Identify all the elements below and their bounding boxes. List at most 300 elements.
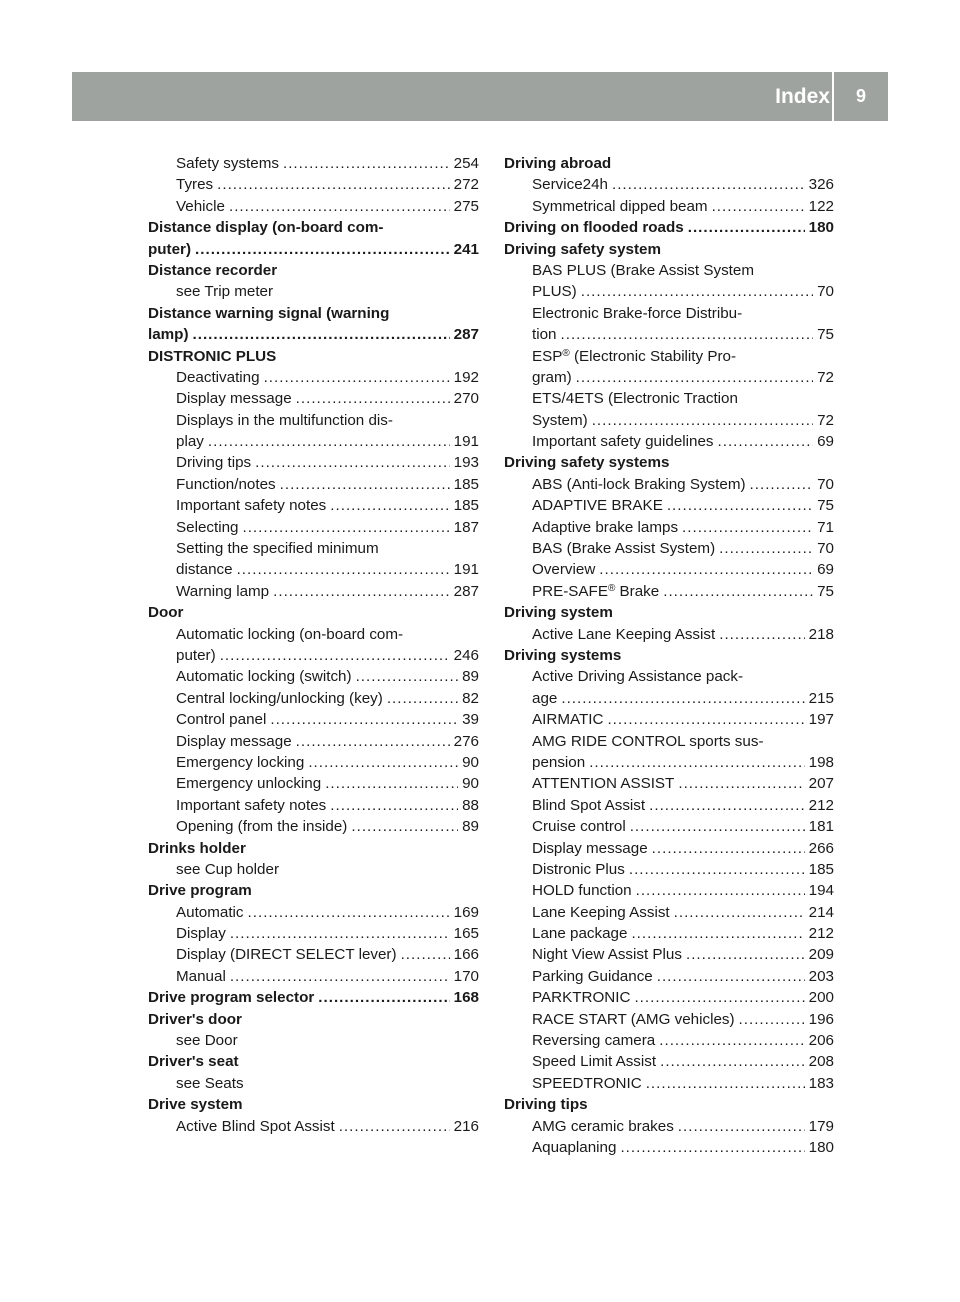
- index-heading: [148, 602, 479, 623]
- entry-text: Distance recorder: [148, 261, 278, 279]
- dot-leader: [283, 153, 450, 174]
- index-entry: [504, 709, 834, 730]
- entry-text: Electronic Brake-force Distribu-: [532, 304, 743, 322]
- page-reference: 165: [453, 925, 479, 943]
- page-reference: 183: [808, 1074, 834, 1092]
- dot-leader: [667, 495, 813, 516]
- index-entry: [504, 196, 834, 217]
- entry-text: Parking Guidance: [532, 967, 653, 985]
- entry-text: Vehicle: [176, 197, 225, 215]
- page-reference: 39: [462, 711, 479, 729]
- page-reference: 241: [453, 240, 479, 258]
- dot-leader: [387, 688, 458, 709]
- dot-leader: [296, 731, 450, 752]
- page-reference: 287: [453, 582, 479, 600]
- page-reference: 185: [453, 497, 479, 515]
- index-heading: [148, 880, 479, 901]
- index-entry: [148, 944, 479, 965]
- index-entry: [504, 773, 834, 794]
- entry-text: Automatic locking (switch): [176, 668, 352, 686]
- entry-text: Deactivating: [176, 368, 260, 386]
- index-entry: [504, 944, 834, 965]
- page-reference: 69: [817, 561, 834, 579]
- page-reference: 203: [808, 967, 834, 985]
- index-entry: [504, 495, 834, 516]
- entry-text: Driving on flooded roads: [504, 219, 684, 237]
- page-reference: 246: [453, 646, 479, 664]
- page-reference: 326: [808, 176, 834, 194]
- index-entry: [504, 303, 834, 324]
- index-heading: [148, 239, 479, 260]
- page-reference: 72: [817, 411, 834, 429]
- index-heading: [504, 153, 834, 174]
- page-reference: 254: [453, 155, 479, 172]
- dot-leader: [646, 1073, 805, 1094]
- entry-text: AMG RIDE CONTROL sports sus-: [532, 732, 764, 750]
- index-entry: [148, 367, 479, 388]
- dot-leader: [682, 517, 813, 538]
- entry-text: Adaptive brake lamps: [532, 518, 679, 536]
- page-reference: 169: [453, 903, 479, 921]
- page-reference: 70: [817, 283, 834, 301]
- index-entry: [504, 1073, 834, 1094]
- entry-text: PARKTRONIC: [532, 989, 631, 1007]
- page-reference: 212: [808, 925, 834, 943]
- dot-leader: [719, 624, 804, 645]
- index-entry: [148, 1116, 479, 1137]
- index-entry: [148, 923, 479, 944]
- entry-text: Important safety notes: [176, 796, 327, 814]
- entry-text: System): [532, 411, 588, 429]
- index-entry: [504, 1030, 834, 1051]
- entry-text: PLUS): [532, 283, 577, 301]
- dot-leader: [576, 367, 813, 388]
- index-entry: [148, 688, 479, 709]
- page-reference: 70: [817, 540, 834, 558]
- index-entry: [504, 752, 834, 773]
- page-reference: 209: [808, 946, 834, 964]
- index-column-right: [504, 153, 834, 1158]
- dot-leader: [629, 859, 805, 880]
- entry-text: Control panel: [176, 711, 267, 729]
- page-reference: 75: [817, 497, 834, 515]
- registered-mark: ®: [562, 347, 570, 359]
- index-heading: [504, 452, 834, 473]
- index-entry: [504, 795, 834, 816]
- index-entry: [148, 538, 479, 559]
- dot-leader: [255, 452, 450, 473]
- index-entry: [148, 966, 479, 987]
- page-reference: 89: [462, 668, 479, 686]
- index-entry: [504, 688, 834, 709]
- dot-leader: [581, 281, 813, 302]
- page-reference: 69: [817, 433, 834, 451]
- page-reference: 216: [453, 1117, 479, 1135]
- page-reference: 206: [808, 1032, 834, 1050]
- page-reference: 287: [453, 326, 479, 344]
- entry-text: Setting the specified minimum: [176, 540, 379, 558]
- index-entry: [148, 410, 479, 431]
- page-reference: 212: [808, 796, 834, 814]
- entry-text: Driving tips: [504, 1096, 588, 1114]
- entry-text: Driving tips: [176, 454, 252, 472]
- dot-leader: [663, 581, 813, 602]
- index-entry: [504, 666, 834, 687]
- dot-leader: [229, 196, 450, 217]
- index-entry: [504, 581, 834, 602]
- dot-leader: [631, 923, 804, 944]
- entry-text: Drive program selector: [148, 989, 315, 1007]
- entry-text: Night View Assist Plus: [532, 946, 682, 964]
- dot-leader: [242, 517, 449, 538]
- page-reference: 191: [453, 561, 479, 579]
- dot-leader: [330, 795, 458, 816]
- index-heading: [148, 838, 479, 859]
- entry-text: Display message: [532, 839, 648, 857]
- page-reference: 122: [808, 197, 834, 215]
- dot-leader: [688, 217, 805, 238]
- index-entry: [504, 624, 834, 645]
- entry-text: RACE START (AMG vehicles): [532, 1010, 735, 1028]
- dot-leader: [318, 987, 449, 1008]
- entry-text: Lane Keeping Assist: [532, 903, 670, 921]
- entry-text: lamp): [148, 326, 189, 344]
- entry-text: Automatic locking (on-board com-: [176, 625, 404, 643]
- entry-text: Speed Limit Assist: [532, 1053, 657, 1071]
- index-entry: [504, 1137, 834, 1158]
- page-reference: 187: [453, 518, 479, 536]
- index-entry: [148, 773, 479, 794]
- entry-text: Distance warning signal (warning: [148, 304, 390, 322]
- dot-leader: [657, 966, 805, 987]
- dot-leader: [712, 196, 805, 217]
- dot-leader: [280, 474, 450, 495]
- entry-text: puter): [176, 646, 216, 664]
- dot-leader: [739, 1009, 805, 1030]
- entry-text: BAS (Brake Assist System): [532, 540, 716, 558]
- dot-leader: [620, 1137, 804, 1158]
- page-reference: 270: [453, 390, 479, 408]
- index-entry: [504, 324, 834, 345]
- dot-leader: [217, 174, 450, 195]
- entry-text: PRE-SAFE® Brake: [532, 582, 660, 600]
- entry-text: HOLD function: [532, 882, 632, 900]
- index-entry: [504, 880, 834, 901]
- index-entry: [504, 1009, 834, 1030]
- index-entry: [504, 1051, 834, 1072]
- entry-text: Driving safety systems: [504, 454, 670, 472]
- dot-leader: [660, 1051, 805, 1072]
- index-entry: [504, 538, 834, 559]
- page-reference: 168: [453, 989, 479, 1007]
- entry-text: ESP® (Electronic Stability Pro-: [532, 347, 737, 365]
- page-reference: 90: [462, 753, 479, 771]
- entry-text: Important safety guidelines: [532, 433, 714, 451]
- dot-leader: [678, 773, 804, 794]
- dot-leader: [636, 880, 805, 901]
- index-heading: [148, 1094, 479, 1115]
- index-heading: [504, 1094, 834, 1115]
- index-entry: [148, 474, 479, 495]
- entry-text: Manual: [176, 967, 226, 985]
- entry-text: Driving abroad: [504, 155, 612, 172]
- index-entry: [504, 902, 834, 923]
- index-heading: [504, 602, 834, 623]
- entry-text: Reversing camera: [532, 1032, 656, 1050]
- page-reference: 192: [453, 368, 479, 386]
- index-heading: [504, 239, 834, 260]
- entry-text: Driver's seat: [148, 1053, 239, 1071]
- dot-leader: [308, 752, 458, 773]
- entry-text: puter): [148, 240, 192, 258]
- dot-leader: [325, 773, 458, 794]
- entry-text: BAS PLUS (Brake Assist System: [532, 261, 754, 279]
- entry-text: DISTRONIC PLUS: [148, 347, 277, 365]
- entry-text: Symmetrical dipped beam: [532, 197, 708, 215]
- index-entry: [148, 388, 479, 409]
- index-heading: [148, 303, 479, 324]
- index-entry: [504, 431, 834, 452]
- index-entry: [148, 517, 479, 538]
- entry-text: Tyres: [176, 176, 214, 194]
- dot-leader: [237, 559, 450, 580]
- page-reference: 208: [808, 1053, 834, 1071]
- dot-leader: [607, 709, 804, 730]
- dot-leader: [652, 838, 805, 859]
- dot-leader: [592, 410, 813, 431]
- index-entry: [148, 581, 479, 602]
- page-reference: 197: [808, 711, 834, 729]
- index-entry: [148, 902, 479, 923]
- entry-text: ATTENTION ASSIST: [532, 775, 675, 793]
- entry-text: tion: [532, 326, 557, 344]
- index-entry: [148, 859, 479, 880]
- dot-leader: [195, 239, 450, 260]
- entry-text: ADAPTIVE BRAKE: [532, 497, 663, 515]
- dot-leader: [718, 431, 814, 452]
- entry-text: Cruise control: [532, 818, 626, 836]
- entry-text: distance: [176, 561, 233, 579]
- entry-text: Distance display (on-board com-: [148, 219, 384, 237]
- page-reference: 272: [453, 176, 479, 194]
- entry-text: Driving safety system: [504, 240, 662, 258]
- dot-leader: [649, 795, 805, 816]
- page-reference: 275: [453, 197, 479, 215]
- entry-text: see Cup holder: [176, 860, 280, 878]
- page-reference: 180: [808, 1138, 834, 1156]
- page-number: 9: [855, 86, 866, 106]
- dot-leader: [630, 816, 805, 837]
- entry-text: SPEEDTRONIC: [532, 1074, 642, 1092]
- dot-leader: [220, 645, 450, 666]
- entry-text: Active Driving Assistance pack-: [532, 668, 744, 686]
- index-heading: [148, 217, 479, 238]
- entry-text: AIRMATIC: [532, 711, 604, 729]
- index-entry: [148, 624, 479, 645]
- entry-text: Drive system: [148, 1096, 243, 1114]
- entry-text: Important safety notes: [176, 497, 327, 515]
- entry-text: Emergency unlocking: [176, 775, 322, 793]
- entry-text: ETS/4ETS (Electronic Traction: [532, 390, 738, 408]
- index-entry: [504, 1116, 834, 1137]
- page-reference: 180: [808, 219, 834, 237]
- index-entry: [504, 474, 834, 495]
- index-entry: [148, 816, 479, 837]
- entry-text: age: [532, 689, 558, 707]
- index-entry: [148, 431, 479, 452]
- page-reference: 89: [462, 818, 479, 836]
- index-entry: [148, 645, 479, 666]
- page-reference: 214: [808, 903, 834, 921]
- index-entry: [148, 795, 479, 816]
- index-entry: [504, 367, 834, 388]
- index-entry: [148, 666, 479, 687]
- page-reference: 72: [817, 368, 834, 386]
- entry-text: AMG ceramic brakes: [532, 1117, 674, 1135]
- page-reference: 196: [808, 1010, 834, 1028]
- entry-text: see Door: [176, 1032, 238, 1050]
- index-entry: [504, 966, 834, 987]
- dot-leader: [273, 581, 450, 602]
- page-reference: 88: [462, 796, 479, 814]
- dot-leader: [270, 709, 458, 730]
- page-reference: 71: [817, 518, 834, 536]
- dot-leader: [208, 431, 450, 452]
- page-reference: 191: [453, 433, 479, 451]
- page-reference: 170: [453, 967, 479, 985]
- entry-text: Service24h: [532, 176, 608, 194]
- page-reference: 193: [453, 454, 479, 472]
- index-entry: [148, 174, 479, 195]
- dot-leader: [401, 944, 450, 965]
- dot-leader: [719, 538, 813, 559]
- dot-leader: [659, 1030, 804, 1051]
- dot-leader: [193, 324, 450, 345]
- index-entry: [148, 731, 479, 752]
- page-reference: 207: [808, 775, 834, 793]
- entry-text: play: [176, 433, 204, 451]
- page-reference: 181: [808, 818, 834, 836]
- index-heading: [504, 217, 834, 238]
- entry-text: Selecting: [176, 518, 239, 536]
- entry-text: Active Blind Spot Assist: [176, 1117, 335, 1135]
- index-entry: [504, 816, 834, 837]
- dot-leader: [599, 559, 813, 580]
- entry-text: Driver's door: [148, 1010, 242, 1028]
- page-reference: 276: [453, 732, 479, 750]
- index-entry: [504, 559, 834, 580]
- index-entry: [504, 859, 834, 880]
- dot-leader: [634, 987, 804, 1008]
- dot-leader: [330, 495, 449, 516]
- entry-text: Automatic: [176, 903, 244, 921]
- entry-text: see Trip meter: [176, 283, 274, 301]
- index-entry: [148, 709, 479, 730]
- page-reference: 266: [808, 839, 834, 857]
- index-entry: [504, 731, 834, 752]
- dot-leader: [589, 752, 804, 773]
- index-entry: [148, 196, 479, 217]
- entry-text: Displays in the multifunction dis-: [176, 411, 393, 429]
- index-heading: [148, 1051, 479, 1072]
- entry-text: Lane package: [532, 925, 628, 943]
- dot-leader: [612, 174, 805, 195]
- page-reference: 82: [462, 689, 479, 707]
- entry-text: Distronic Plus: [532, 860, 625, 878]
- entry-text: Drive program: [148, 882, 252, 900]
- page-reference: 194: [808, 882, 834, 900]
- entry-text: Driving system: [504, 604, 613, 622]
- dot-leader: [339, 1116, 450, 1137]
- page-reference: 185: [808, 860, 834, 878]
- entry-text: Warning lamp: [176, 582, 270, 600]
- index-entry: [148, 452, 479, 473]
- dot-leader: [561, 324, 814, 345]
- page-reference: 166: [453, 946, 479, 964]
- index-heading: [504, 645, 834, 666]
- page-reference: 75: [817, 582, 834, 600]
- index-entry: [148, 153, 479, 174]
- entry-text: Opening (from the inside): [176, 818, 348, 836]
- dot-leader: [750, 474, 814, 495]
- index-entry: [148, 281, 479, 302]
- dot-leader: [230, 923, 450, 944]
- index-entry: [504, 838, 834, 859]
- dot-leader: [356, 666, 459, 687]
- page-reference: 198: [808, 753, 834, 771]
- index-entry: [504, 388, 834, 409]
- index-entry: [148, 1030, 479, 1051]
- entry-text: Door: [148, 604, 184, 622]
- page-reference: 70: [817, 475, 834, 493]
- index-heading: [148, 987, 479, 1008]
- dot-leader: [230, 966, 450, 987]
- page-reference: 179: [808, 1117, 834, 1135]
- entry-text: Display: [176, 925, 226, 943]
- entry-text: Overview: [532, 561, 596, 579]
- index-entry: [504, 346, 834, 367]
- index-entry: [504, 410, 834, 431]
- entry-text: Drinks holder: [148, 839, 246, 857]
- entry-text: Driving systems: [504, 646, 622, 664]
- dot-leader: [351, 816, 458, 837]
- dot-leader: [674, 902, 805, 923]
- index-entry: [504, 260, 834, 281]
- entry-text: Display message: [176, 390, 292, 408]
- index-entry: [148, 1073, 479, 1094]
- entry-text: Active Lane Keeping Assist: [532, 625, 716, 643]
- entry-text: Display (DIRECT SELECT lever): [176, 946, 397, 964]
- page-reference: 218: [808, 625, 834, 643]
- dot-leader: [248, 902, 450, 923]
- index-entry: [504, 923, 834, 944]
- index-heading: [148, 324, 479, 345]
- entry-text: Blind Spot Assist: [532, 796, 646, 814]
- registered-mark: ®: [607, 582, 616, 594]
- dot-leader: [264, 367, 450, 388]
- entry-text: Aquaplaning: [532, 1138, 617, 1156]
- index-entry: [504, 281, 834, 302]
- entry-text: Display message: [176, 732, 292, 750]
- index-entry: [148, 559, 479, 580]
- page-reference: 185: [453, 475, 479, 493]
- entry-text: Central locking/unlocking (key): [176, 689, 383, 707]
- page-reference: 215: [808, 689, 834, 707]
- entry-text: Emergency locking: [176, 753, 305, 771]
- dot-leader: [561, 688, 804, 709]
- dot-leader: [296, 388, 450, 409]
- entry-text: pension: [532, 753, 586, 771]
